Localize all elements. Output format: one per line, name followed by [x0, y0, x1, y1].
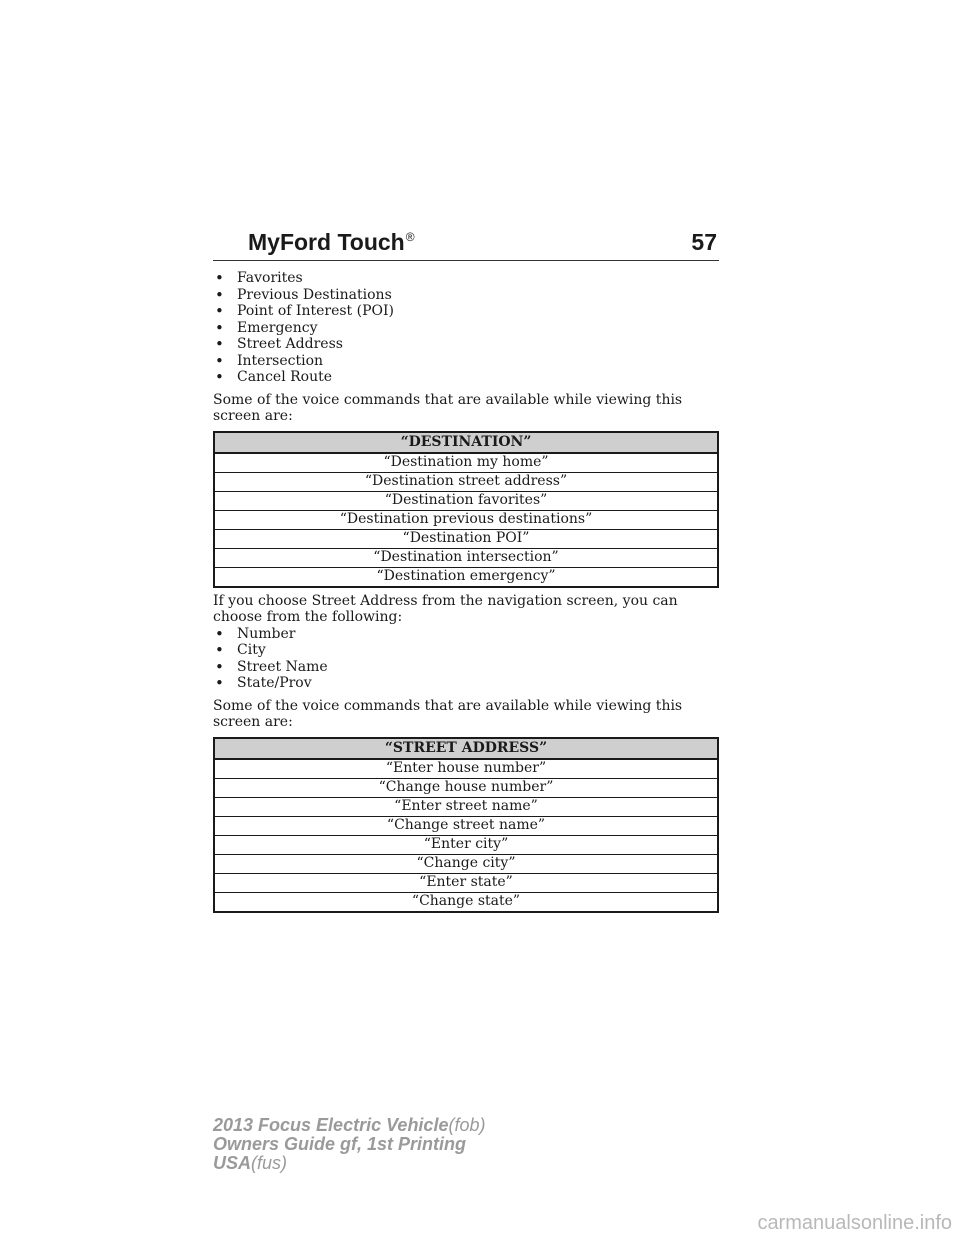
list-item: • Street Name — [213, 659, 719, 676]
table-row: “Destination favorites” — [214, 491, 718, 510]
registered-mark: ® — [405, 230, 415, 244]
table-row: “Destination street address” — [214, 472, 718, 491]
page-number: 57 — [691, 229, 717, 255]
table-row: “Destination previous destinations” — [214, 510, 718, 529]
footer-line: Owners Guide gf, 1st Printing — [213, 1134, 467, 1154]
table-row: “Destination my home” — [214, 453, 718, 473]
list-item: • Emergency — [213, 320, 719, 337]
site-watermark: carmanualsonline.info — [757, 1212, 952, 1234]
table-header: “DESTINATION” — [214, 432, 718, 453]
table-row: “Enter state” — [214, 873, 718, 892]
intro-paragraph: Some of the voice commands that are available while viewing this screen are: — [213, 697, 683, 730]
table-row: “Change street name” — [214, 816, 718, 835]
footer-line: 2013 Focus Electric Vehicle(fob) — [213, 1115, 486, 1135]
table-row: “Enter street name” — [214, 797, 718, 816]
list-item: • Number — [213, 626, 719, 643]
section-title: MyFord Touch® — [248, 229, 415, 255]
table-row: “Destination intersection” — [214, 548, 718, 567]
destination-commands-table — [213, 431, 719, 588]
table-row: “Destination POI” — [214, 529, 718, 548]
destination-options-list — [213, 270, 719, 386]
table-row: “Change house number” — [214, 778, 718, 797]
table-row: “Change state” — [214, 892, 718, 912]
table-row: “Change city” — [214, 854, 718, 873]
list-item: • Favorites — [213, 270, 719, 287]
list-item: • Previous Destinations — [213, 287, 719, 304]
intro-paragraph: Some of the voice commands that are available while viewing this screen are: — [213, 391, 683, 424]
list-item: • Point of Interest (POI) — [213, 303, 719, 320]
list-item: • Cancel Route — [213, 369, 719, 386]
street-address-paragraph: If you choose Street Address from the navigation screen, you can choose from the following: — [213, 592, 678, 625]
list-item: • State/Prov — [213, 675, 719, 692]
print-footer — [213, 1116, 485, 1173]
table-header: “STREET ADDRESS” — [214, 738, 718, 759]
street-address-commands-table — [213, 737, 719, 913]
table-row: “Destination emergency” — [214, 567, 718, 587]
street-options-list — [213, 626, 719, 692]
table-row: “Enter house number” — [214, 759, 718, 779]
page-header — [213, 228, 719, 261]
table-row: “Enter city” — [214, 835, 718, 854]
list-item: • City — [213, 642, 719, 659]
list-item: • Street Address — [213, 336, 719, 353]
list-item: • Intersection — [213, 353, 719, 370]
page-content — [213, 270, 719, 913]
footer-line: USA(fus) — [213, 1153, 288, 1173]
